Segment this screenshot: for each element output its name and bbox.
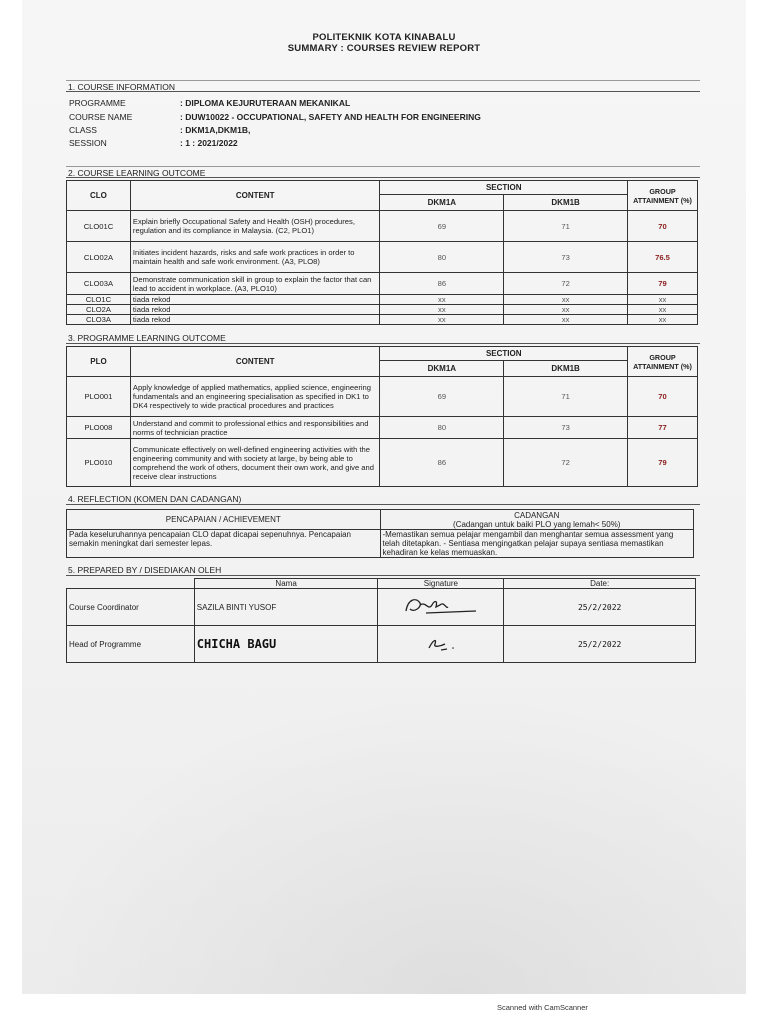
table-row [67, 242, 698, 273]
plo-dkm1b-header: DKM1B [504, 361, 628, 377]
coordinator-signature [378, 589, 504, 626]
role-label: Course Coordinator [67, 589, 195, 626]
clo-content: Initiates incident hazards, risks and safe work practices in order to maintain health and safe work environment. (A3, PLO8) [130, 242, 380, 273]
report-title: SUMMARY : COURSES REVIEW REPORT [287, 43, 481, 54]
plo-content-header: CONTENT [130, 347, 380, 377]
clo-header: CLO [67, 181, 131, 211]
clo-id: CLO2A [67, 305, 131, 315]
signature-header: Signature [378, 579, 504, 589]
clo-group-value: xx [628, 295, 698, 305]
section-course-learning-outcome: 2. COURSE LEARNING OUTCOME [66, 166, 700, 178]
table-row [67, 626, 696, 663]
person-name: CHICHA BAGU [194, 626, 378, 663]
role-label: Head of Programme [67, 626, 195, 663]
signature-date: 25/2/2022 [504, 626, 696, 663]
clo-dkm1b-header: DKM1B [504, 195, 628, 211]
clo-dkm1b-value: 73 [504, 242, 628, 273]
plo-dkm1a-value: 80 [380, 417, 504, 439]
plo-id: PLO010 [67, 439, 131, 487]
plo-header: PLO [67, 347, 131, 377]
clo-group-value: xx [628, 305, 698, 315]
table-row [67, 315, 698, 325]
blank-header-cell [67, 579, 195, 589]
plo-content: Understand and commit to professional ethics and responsibilities and norms of technician practice [130, 417, 380, 439]
clo-id: CLO03A [67, 273, 131, 295]
clo-dkm1b-value: xx [504, 295, 628, 305]
cadangan-text: -Memastikan semua pelajar mengambil dan menghantar semua assessment yang telah ditetapkan. - Sentiasa mengingatkan pelajar supaya sentiasa memastikan kehadiran ke kelas memuaskan. [380, 530, 694, 558]
session-label: SESSION [69, 138, 107, 148]
plo-id: PLO008 [67, 417, 131, 439]
table-row [67, 417, 698, 439]
cadangan-subheader: (Cadangan untuk baiki PLO yang lemah< 50%) [453, 519, 621, 529]
paper-shadow [22, 680, 746, 994]
class-value: : DKM1A,DKM1B, [180, 125, 251, 135]
clo-group-attainment-header: GROUP ATTAINMENT (%) [628, 181, 698, 211]
table-row [67, 211, 698, 242]
plo-dkm1b-value: 72 [504, 439, 628, 487]
table-row [67, 589, 696, 626]
clo-content-header: CONTENT [130, 181, 380, 211]
prepared-by-table [66, 578, 696, 663]
clo-id: CLO01C [67, 211, 131, 242]
table-row [67, 295, 698, 305]
reflection-table [66, 509, 694, 558]
clo-dkm1b-value: xx [504, 315, 628, 325]
session-value: : 1 : 2021/2022 [180, 138, 238, 148]
clo-section-header: SECTION [380, 181, 628, 195]
section-course-information: 1. COURSE INFORMATION [66, 80, 700, 92]
clo-dkm1b-value: 72 [504, 273, 628, 295]
clo-content: Explain briefly Occupational Safety and Health (OSH) procedures, regulation and its compliance in Malaysia. (C2, PLO1) [130, 211, 380, 242]
signature-icon [411, 630, 471, 656]
achievement-header: PENCAPAIAN / ACHIEVEMENT [67, 510, 381, 530]
section-programme-learning-outcome: 3. PROGRAMME LEARNING OUTCOME [66, 332, 700, 344]
class-label: CLASS [69, 125, 97, 135]
nama-header: Nama [194, 579, 378, 589]
plo-dkm1a-value: 69 [380, 377, 504, 417]
clo-content: Demonstrate communication skill in group to explain the factor that can lead to accident in workplace. (A3, PLO10) [130, 273, 380, 295]
clo-dkm1b-value: xx [504, 305, 628, 315]
table-row [67, 305, 698, 315]
clo-content: tiada rekod [130, 295, 380, 305]
plo-dkm1b-value: 73 [504, 417, 628, 439]
course-name-label: COURSE NAME [69, 112, 133, 122]
clo-dkm1a-value: 69 [380, 211, 504, 242]
course-name-value: : DUW10022 - OCCUPATIONAL, SAFETY AND HEALTH FOR ENGINEERING [180, 112, 481, 122]
programme-value: : DIPLOMA KEJURUTERAAN MEKANIKAL [180, 98, 351, 108]
section-prepared-by: 5. PREPARED BY / DISEDIAKAN OLEH [66, 564, 700, 576]
clo-group-value: 70 [628, 211, 698, 242]
clo-id: CLO3A [67, 315, 131, 325]
clo-id: CLO1C [67, 295, 131, 305]
plo-dkm1b-value: 71 [504, 377, 628, 417]
clo-dkm1a-header: DKM1A [380, 195, 504, 211]
institution-name: POLITEKNIK KOTA KINABALU [312, 32, 456, 43]
plo-id: PLO001 [67, 377, 131, 417]
clo-id: CLO02A [67, 242, 131, 273]
plo-group-attainment-header: GROUP ATTAINMENT (%) [628, 347, 698, 377]
clo-group-value: xx [628, 315, 698, 325]
clo-dkm1a-value: xx [380, 295, 504, 305]
clo-content: tiada rekod [130, 315, 380, 325]
plo-section-header: SECTION [380, 347, 628, 361]
section-reflection: 4. REFLECTION (KOMEN DAN CADANGAN) [66, 493, 700, 505]
clo-group-value: 76.5 [628, 242, 698, 273]
date-header: Date: [504, 579, 696, 589]
scanner-footer: Scanned with CamScanner [497, 1003, 588, 1012]
head-signature [378, 626, 504, 663]
plo-group-value: 79 [628, 439, 698, 487]
clo-dkm1a-value: xx [380, 315, 504, 325]
plo-group-value: 77 [628, 417, 698, 439]
achievement-text: Pada keseluruhannya pencapaian CLO dapat dicapai sepenuhnya. Pencapaian semakin meningkat dari semester lepas. [67, 530, 381, 558]
table-row [67, 377, 698, 417]
person-name: SAZILA BINTI YUSOF [194, 589, 378, 626]
plo-content: Communicate effectively on well-defined engineering activities with the engineering community and with society at large, by being able to comprehend the work of others, document their own work, and give and receive clear instructions [130, 439, 380, 487]
table-row [67, 439, 698, 487]
plo-group-value: 70 [628, 377, 698, 417]
plo-content: Apply knowledge of applied mathematics, applied science, engineering fundamentals and an engineering specialisation as specified in DK1 to DK4 respectively to wide practical procedures and practices [130, 377, 380, 417]
clo-table [66, 180, 698, 325]
clo-dkm1a-value: 86 [380, 273, 504, 295]
clo-dkm1b-value: 71 [504, 211, 628, 242]
signature-icon [396, 593, 486, 619]
clo-dkm1a-value: xx [380, 305, 504, 315]
plo-dkm1a-value: 86 [380, 439, 504, 487]
programme-label: PROGRAMME [69, 98, 126, 108]
clo-dkm1a-value: 80 [380, 242, 504, 273]
plo-dkm1a-header: DKM1A [380, 361, 504, 377]
clo-content: tiada rekod [130, 305, 380, 315]
table-row [67, 273, 698, 295]
cadangan-header-cell [380, 510, 694, 530]
signature-date: 25/2/2022 [504, 589, 696, 626]
plo-table [66, 346, 698, 487]
clo-group-value: 79 [628, 273, 698, 295]
cadangan-header: CADANGAN [514, 510, 560, 520]
